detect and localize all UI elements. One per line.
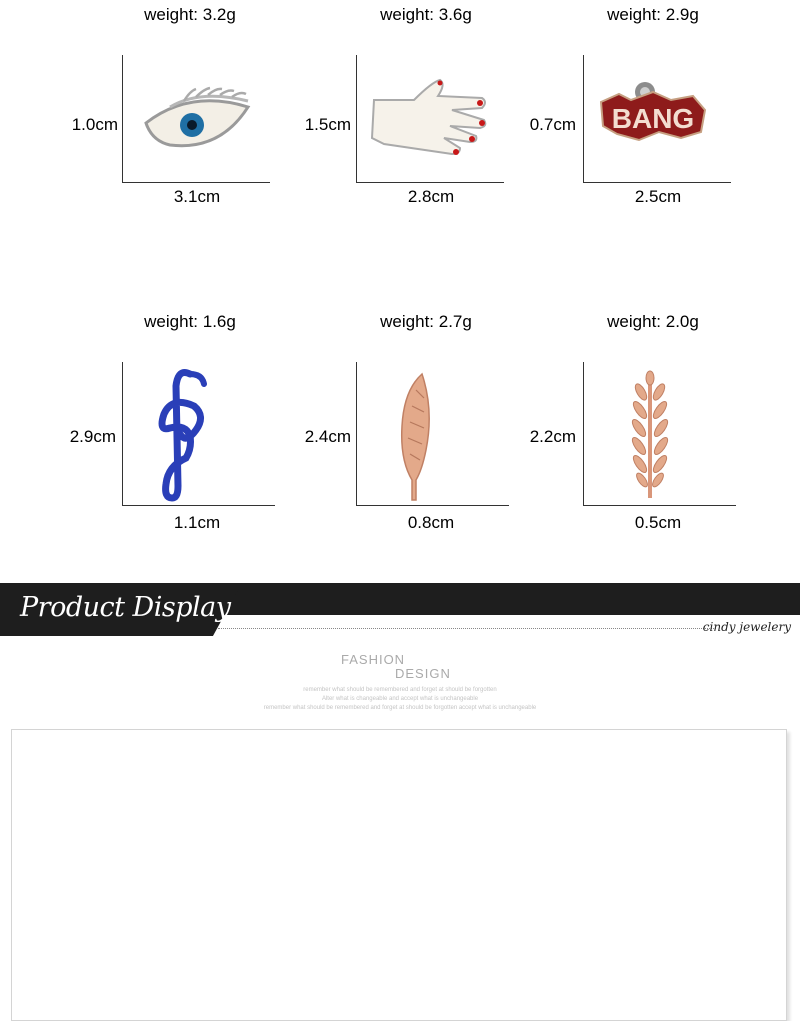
width-axis [356,182,504,183]
hand-pin-icon [364,70,494,165]
weight-label: weight: 2.0g [607,312,699,331]
weight-label: weight: 2.7g [380,312,472,331]
width-label: 0.5cm [634,513,682,532]
product-spec-eye [60,5,320,225]
width-label: 0.8cm [407,513,455,532]
height-axis [356,55,357,183]
weight-label: weight: 1.6g [144,312,236,331]
height-axis [122,55,123,183]
height-axis [356,362,357,506]
weight-label: weight: 3.6g [380,5,472,24]
width-label: 2.5cm [634,187,682,206]
product-spec-bang [523,5,783,225]
design-heading: DESIGN [395,666,451,681]
brand-label: cindy jewelery [702,620,791,634]
product-spec-hand [296,5,556,225]
tagline-line-2: Alter what is changeable and accept what is unchangeable [321,696,479,702]
width-label: 3.1cm [173,187,221,206]
width-axis [583,182,731,183]
width-axis [583,505,736,506]
product-photo-frame [11,729,787,1021]
music-note-pin-icon [152,366,222,506]
width-axis [356,505,509,506]
product-spec-music-note [60,312,320,532]
height-label: 0.7cm [529,115,576,134]
height-label: 1.0cm [71,115,118,134]
height-label: 2.4cm [304,427,351,446]
fashion-heading: FASHION [341,652,406,667]
product-spec-feather [296,312,556,532]
tagline-line-3: remember what should be remembered and forget at should be forgotten accept what is unchangeable [263,705,537,711]
height-label: 2.9cm [69,427,116,446]
leaf-branch-pin-icon [628,370,674,504]
product-spec-leaf-branch [523,312,783,532]
banner-title: Product Display [20,592,231,623]
eye-pin-icon [140,85,260,155]
height-label: 1.5cm [304,115,351,134]
banner-dotted-divider [218,628,716,629]
height-axis [583,362,584,506]
bang-text: BANG [611,103,695,134]
width-label: 1.1cm [173,513,221,532]
width-label: 2.8cm [407,187,455,206]
bang-pin-icon [597,80,712,150]
tagline-line-1: remember what should be remembered and forget at should be forgotten [303,687,497,693]
height-axis [583,55,584,183]
height-label: 2.2cm [529,427,576,446]
height-axis [122,362,123,506]
weight-label: weight: 3.2g [144,5,236,24]
width-axis [122,182,270,183]
feather-pin-icon [396,370,436,504]
weight-label: weight: 2.9g [607,5,699,24]
